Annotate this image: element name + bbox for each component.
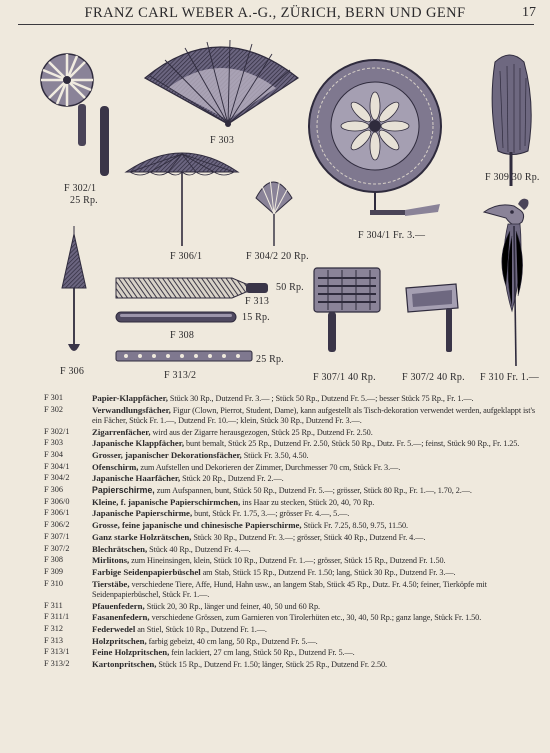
decorative-screen-illustration	[309, 60, 441, 216]
entry-description: zum Aufstellen und Dekorieren der Zimmer, Durchmesser 70 cm, Stück Fr. 3.—.	[138, 462, 401, 472]
entry-description: bunt bemalt, Stück 25 Rp., Dutzend Fr. 2.50, Stück 50 Rp., Dutz. Fr. 5.—; feinst, Stück 90 Rp., Fr. 1.25.	[184, 439, 520, 449]
entry-code: F 308	[44, 555, 64, 565]
page-title: FRANZ CARL WEBER A.-G., ZÜRICH, BERN UND GENF	[84, 5, 466, 21]
entry-name: Grosser, japanischer Dekorationsfächer,	[92, 450, 242, 461]
entry-code: F 311/1	[44, 612, 70, 622]
entry-code: F 307/1	[44, 531, 70, 541]
entry-name: Japanische Haarfächer,	[92, 473, 181, 484]
caption-f313-price: 50 Rp.	[276, 282, 304, 293]
entry-description: am Stab, Stück 15 Rp., Dutzend Fr. 1.50; lang, Stück 30 Rp., Dutzend Fr. 3.—.	[200, 567, 456, 577]
entry-code: F 303	[44, 438, 64, 448]
caption-f306-1: F 306/1	[170, 251, 203, 262]
caption-f313: F 313	[245, 296, 270, 307]
catalog-entry	[0, 567, 550, 578]
entry-name: Zigarrenfächer,	[92, 426, 151, 437]
catalog-entry	[0, 579, 550, 601]
caption-f304-2: F 304/2 20 Rp.	[246, 251, 309, 262]
wooden-rattle-illustration	[314, 268, 380, 352]
entry-description: fein lackiert, 27 cm lang, Stück 50 Rp., Dutzend Fr. 5.—.	[169, 648, 355, 658]
entry-code: F 301	[44, 393, 64, 402]
entry-code: F 313	[44, 635, 64, 645]
entry-code: F 311	[44, 600, 63, 610]
entry-description: Stück 20, 30 Rp., länger und feiner, 40, 50 und 60 Rp.	[144, 601, 320, 611]
catalog-entry	[0, 485, 550, 496]
entry-name: Verwandlungsfächer,	[92, 404, 171, 415]
entry-code: F 302/1	[44, 426, 70, 436]
entry-description: bunt, Stück Fr. 1.75, 3.—; grösser Fr. 4.—, 5.—.	[192, 509, 350, 519]
entry-name: Grosse, feine japanische und chinesische Papierschirme,	[92, 520, 302, 531]
entry-description: Stück 30 Rp., Dutzend Fr. 3.— ; Stück 50 Rp., Dutzend Fr. 5.—; besser Stück 75 Rp., Fr. 1.—.	[167, 394, 474, 403]
entry-description: Stück 30 Rp., Dutzend Fr. 3.—; grösser, Stück 40 Rp., Dutzend Fr. 4.—.	[191, 532, 426, 542]
entry-description: Figur (Clown, Pierrot, Student, Dame), kann aufgestellt als Tisch-dekoration verwendet werden, aufgeklappt ist's ein Fächer, Stück Fr. 1.—, Dutzend Fr. 10.—; klein, Stück 30 Rp., Dutzend Fr. 3.—.	[92, 405, 535, 425]
entry-name: Farbige Seidenpapierbüschel	[92, 566, 201, 577]
catalog-entry	[0, 555, 550, 566]
entry-description: zum Aufspannen, bunt, Stück 50 Rp., Dutzend Fr. 5.—; grösser, Stück 80 Rp., Fr. 1.—, 1.70, 2.—.	[154, 486, 472, 496]
catalog-entry	[0, 612, 550, 623]
caption-f302-1-code: F 302/1	[64, 183, 97, 194]
entry-name: Mirlitons,	[92, 555, 130, 566]
entry-code: F 313/2	[44, 659, 70, 669]
entry-description: Stück 15 Rp., Dutzend Fr. 1.50; länger, Stück 25 Rp., Dutzend Fr. 2.50.	[156, 660, 387, 670]
catalog-entry	[0, 601, 550, 612]
caption-f302-1-price: 25 Rp.	[70, 195, 98, 206]
entry-name: Holzpritschen,	[92, 635, 147, 646]
entry-name: Japanische Klappfächer,	[92, 438, 185, 449]
caption-f313-2: F 313/2	[164, 370, 197, 381]
wooden-paddle-illustration	[116, 278, 268, 298]
entry-name: Fasanenfedern,	[92, 612, 150, 623]
entry-code: F 306/1	[44, 508, 70, 518]
tin-rattle-illustration	[406, 284, 458, 352]
catalog-entry	[0, 659, 550, 670]
entry-code: F 304/1	[44, 461, 70, 471]
entry-code: F 306/2	[44, 520, 70, 530]
entry-description: Stück 40 Rp., Dutzend Fr. 4.—.	[147, 544, 251, 554]
catalog-entry	[0, 532, 550, 543]
catalog-entry	[0, 636, 550, 647]
entry-name: Feine Holzpritschen,	[92, 647, 170, 658]
entry-description: zum Hineinsingen, klein, Stück 10 Rp., Dutzend Fr. 1.—; grösser, Stück 15 Rp., Dutzend Fr. 1.50.	[129, 556, 446, 566]
page-header	[0, 0, 550, 26]
catalog-entry	[0, 427, 550, 438]
entry-name: Pfauenfedern,	[92, 600, 145, 611]
entry-description: verschiedene Grössen, zum Garnieren von Tirolerhüten etc., 30, 40, 50 Rp.; ganz lange, Stück Fr. 1.50.	[149, 613, 482, 623]
entry-code: F 310	[44, 578, 64, 588]
entry-name: Papier-Klappfächer,	[92, 393, 168, 403]
illustration-panel	[0, 26, 550, 388]
catalog-entry	[0, 438, 550, 449]
entry-description: Stück 20 Rp., Dutzend Fr. 2.—.	[180, 474, 284, 484]
entry-code: F 313/1	[44, 647, 70, 657]
hair-fan-illustration	[256, 178, 292, 246]
entry-name: Japanische Papierschirme,	[92, 508, 193, 519]
caption-f313-2-price: 25 Rp.	[256, 354, 284, 365]
catalog-entry	[0, 508, 550, 519]
entry-description: ins Haar zu stecken, Stück 20, 40, 70 Rp.	[240, 497, 375, 507]
mirliton-illustration	[116, 312, 236, 322]
catalog-entry	[0, 624, 550, 635]
entry-description: farbig gebeizt, 40 cm lang, 50 Rp., Dutzend Fr. 5.—.	[146, 636, 318, 646]
entry-description: Stück Fr. 3.50, 4.50.	[241, 451, 309, 461]
catalog-entry	[0, 450, 550, 461]
entry-description: verschiedene Tiere, Affe, Hund, Hahn usw., an langem Stab, Stück 45 Rp., Dutz. Fr. 4.50; feiner, Tierköpfe mit Seidenpapierbüschel, Stück Fr. 1.—.	[92, 579, 487, 599]
catalog-entry	[0, 497, 550, 508]
cardboard-paddle-illustration	[116, 351, 252, 361]
catalog-entry	[0, 647, 550, 658]
entry-code: F 309	[44, 566, 64, 576]
entry-code: F 312	[44, 623, 64, 633]
entry-code: F 307/2	[44, 543, 70, 553]
entry-description: wird aus der Zigarre herausgezogen, Stück 25 Rp., Dutzend Fr. 2.50.	[150, 427, 373, 437]
closed-umbrella-illustration	[62, 226, 86, 351]
entry-description: an Stiel, Stück 10 Rp., Dutzend Fr. 1.—.	[135, 624, 267, 634]
illustrations-svg	[0, 26, 550, 388]
caption-f304-1: F 304/1 Fr. 3.—	[358, 230, 426, 241]
catalog-list	[0, 393, 550, 671]
caption-f306: F 306	[60, 366, 85, 377]
cigar-fan-illustration	[41, 54, 109, 176]
entry-name: Federwedel	[92, 623, 136, 634]
caption-f308-price: 15 Rp.	[242, 312, 270, 323]
catalog-entry	[0, 520, 550, 531]
catalog-entry	[0, 544, 550, 555]
entry-code: F 302	[44, 404, 64, 414]
folding-fan-illustration	[145, 40, 298, 127]
japanese-parasol-illustration	[126, 153, 238, 246]
entry-description: Stück Fr. 7.25, 8.50, 9.75, 11.50.	[301, 521, 409, 531]
entry-code: F 306	[44, 485, 64, 495]
catalog-entry	[0, 405, 550, 427]
catalog-entry	[0, 393, 550, 404]
caption-f303: F 303	[210, 135, 235, 146]
animal-stick-illustration	[484, 199, 529, 366]
entry-name: Tierstäbe,	[92, 578, 130, 589]
entry-name: Blechrätschen,	[92, 543, 148, 554]
caption-f307-1: F 307/1 40 Rp.	[313, 372, 376, 383]
entry-name: Papierschirme,	[92, 485, 155, 496]
entry-code: F 304	[44, 450, 64, 460]
caption-f307-2: F 307/2 40 Rp.	[402, 372, 465, 383]
entry-code: F 306/0	[44, 496, 70, 506]
header-rule	[18, 24, 534, 25]
caption-f310: F 310 Fr. 1.—	[480, 372, 540, 383]
catalog-entry	[0, 462, 550, 473]
catalog-entry	[0, 473, 550, 484]
entry-name: Ofenschirm,	[92, 461, 139, 472]
tissue-paper-tuft-illustration	[492, 55, 531, 186]
caption-f309: F 309 30 Rp.	[485, 172, 540, 183]
caption-f308: F 308	[170, 330, 195, 341]
entry-name: Kartonpritschen,	[92, 659, 157, 670]
entry-code: F 304/2	[44, 473, 70, 483]
entry-name: Ganz starke Holzrätschen,	[92, 531, 192, 542]
entry-name: Kleine, f. japanische Papierschirmchen,	[92, 496, 241, 507]
page-number: 17	[522, 5, 536, 20]
